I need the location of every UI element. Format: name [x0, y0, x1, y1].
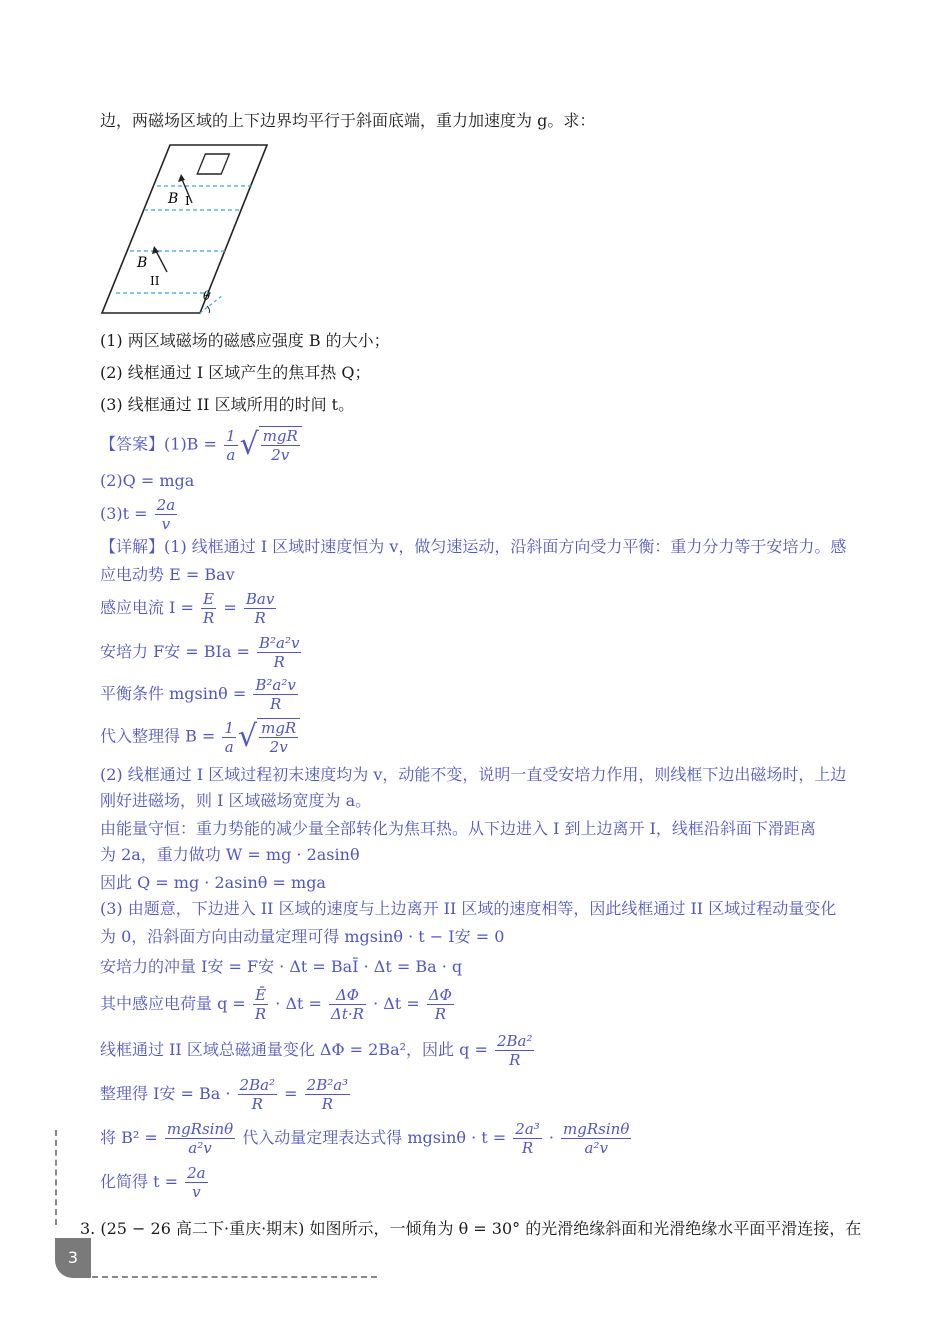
footer-dashed-line	[92, 1276, 377, 1278]
detail-line-18: 将 B² = $\frac{\text{mgRsinθ}}{\text{a²v}}$ 代入动量定理表达式得 mgsinθ · t = $\frac{\text{2a³}}{R}$ · $\frac{\text{mgRsinθ}}{\text{a²v}}$	[100, 1120, 630, 1157]
detail-line-5: 平衡条件 mgsinθ = $\frac{\text{B²a²v}}{R}$	[100, 676, 296, 713]
detail-line-15: 其中感应电荷量 q = $\frac{Ē}{R}$ · Δt = $\frac{\Delta\Phi}{\Delta t\cdot R}$ · Δt = $\frac{\Delta\Phi}{R}$	[100, 986, 452, 1023]
detail-line-17: 整理得 I安 = Ba · $\frac{\text{2Ba²}}{R}$ = $\frac{\text{2B²a³}}{R}$	[100, 1076, 349, 1113]
label-b1: B	[168, 191, 179, 207]
label-region-2: II	[150, 274, 160, 288]
detail-line-11: 因此 Q = mg · 2asinθ = mga	[100, 873, 326, 892]
label-b2: B	[137, 255, 148, 271]
answer-tag: 【答案】	[100, 434, 165, 454]
detail-tag: 【详解】	[100, 537, 165, 556]
detail-line-2: 应电动势 E = Bav	[100, 565, 235, 584]
detail-line-14: 安培力的冲量 I安 = F安 · Δt = BaĪ · Δt = Ba · q	[100, 957, 463, 976]
detail-line-16: 线框通过 II 区域总磁通量变化 ΔΦ = 2Ba²，因此 q = $\frac{\text{2Ba²}}{R}$	[100, 1032, 533, 1069]
next-question: 3. (25 − 26 高二下·重庆·期末) 如图所示，一倾角为 θ = 30° 的光滑绝缘斜面和光滑绝缘水平面平滑连接，在	[80, 1219, 862, 1238]
detail-line-6: 代入整理得 B = $\frac{1}{a}$ √ $\frac{\text{mgR}}{2v}$	[100, 718, 300, 756]
detail-line-12: (3) 由题意，下边进入 II 区域的速度与上边离开 II 区域的速度相等，因此线框通过 II 区域过程动量变化	[100, 899, 837, 918]
detail-line-4: 安培力 F安 = BIa = $\frac{\text{B²a²v}}{R}$	[100, 634, 300, 671]
page-number: 3	[55, 1238, 91, 1278]
answer-3: (3)t = $\frac{2a}{v}$	[100, 496, 176, 533]
question-3: (3) 线框通过 II 区域所用的时间 t。	[100, 395, 355, 414]
label-theta: θ	[203, 289, 211, 303]
detail-line-1: 【详解】(1) 线框通过 I 区域时速度恒为 v，做匀速运动，沿斜面方向受力平衡：重力分力等于安培力。感	[100, 537, 847, 556]
detail-line-3: 感应电流 I = $\frac{E}{R}$ = $\frac{\text{Bav}}{R}$	[100, 590, 275, 627]
answer-2: (2)Q = mga	[100, 471, 195, 490]
intro-text: 边，两磁场区域的上下边界均平行于斜面底端，重力加速度为 g。求：	[100, 111, 596, 130]
detail-line-13: 为 0，沿斜面方向由动量定理可得 mgsinθ · t − I安 = 0	[100, 927, 505, 946]
detail-line-9: 由能量守恒：重力势能的减少量全部转化为焦耳热。从下边进入 I 到上边离开 I，线框沿斜面下滑距离	[100, 819, 816, 838]
margin-dashed-line	[55, 1130, 57, 1225]
question-1: (1) 两区域磁场的磁感应强度 B 的大小；	[100, 331, 390, 350]
detail-line-10: 为 2a，重力做功 W = mg · 2asinθ	[100, 845, 360, 864]
incline-figure	[95, 140, 275, 320]
detail-line-7: (2) 线框通过 I 区域过程初末速度均为 v，动能不变，说明一直受安培力作用，则线框下边出磁场时，上边	[100, 765, 847, 784]
answer-1: 【答案】(1)B = $\frac{1}{a}$ √ $\frac{\text{mgR}}{2v}$	[100, 426, 302, 464]
question-2: (2) 线框通过 I 区域产生的焦耳热 Q；	[100, 363, 371, 382]
label-region-1: I	[185, 194, 190, 208]
detail-line-19: 化简得 t = $\frac{2a}{v}$	[100, 1164, 206, 1201]
detail-line-8: 刚好进磁场，则 I 区域磁场宽度为 a。	[100, 791, 372, 810]
